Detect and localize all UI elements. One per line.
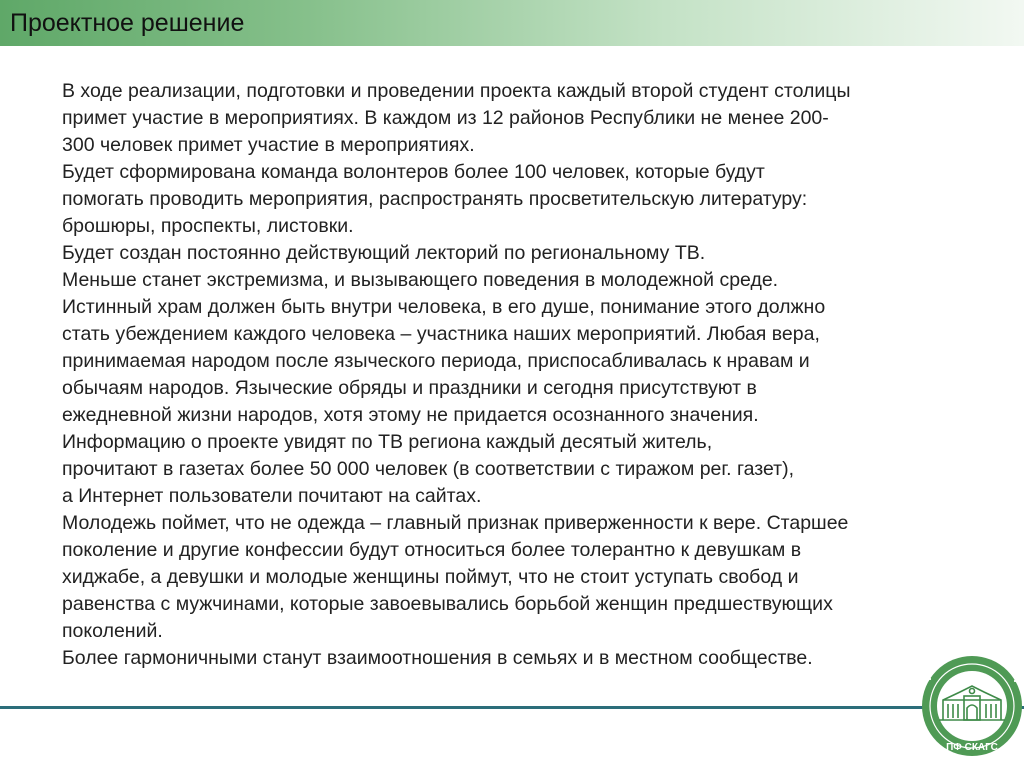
text-line: Истинный храм должен быть внутри человека, в его душе, понимание этого должно xyxy=(62,296,826,318)
text-line: Более гармоничными станут взаимоотношения в семьях и в местном сообществе. xyxy=(62,647,813,669)
logo-emblem-icon xyxy=(920,638,1024,768)
text-line: поколений. xyxy=(62,620,163,642)
paragraph xyxy=(62,294,1002,429)
academy-logo xyxy=(920,638,1024,768)
text-line: обычаям народов. Языческие обряды и праздники и сегодня присутствуют в xyxy=(62,377,757,399)
logo-label: ПФ СКАГС xyxy=(946,742,998,753)
text-line: брошюры, проспекты, листовки. xyxy=(62,215,354,237)
paragraph xyxy=(62,429,1002,510)
text-line: равенства с мужчинами, которые завоевывались борьбой женщин предшествующих xyxy=(62,593,833,615)
slide-content xyxy=(62,78,1002,672)
text-line: поколение и другие конфессии будут относиться более толерантно к девушкам в xyxy=(62,539,802,561)
paragraph xyxy=(62,78,1002,159)
text-line: Молодежь поймет, что не одежда – главный признак приверженности к вере. Старшее xyxy=(62,512,849,534)
title-bar xyxy=(0,0,1024,46)
text-line: ежедневной жизни народов, хотя этому не придается осознанного значения. xyxy=(62,404,759,426)
text-line: Информацию о проекте увидят по ТВ региона каждый десятый житель, xyxy=(62,431,713,453)
text-line: примет участие в мероприятиях. В каждом из 12 районов Республики не менее 200- xyxy=(62,107,829,129)
paragraph xyxy=(62,510,1002,645)
text-line: хиджабе, а девушки и молодые женщины поймут, что не стоит уступать свобод и xyxy=(62,566,799,588)
text-line: прочитают в газетах более 50 000 человек (в соответствии с тиражом рег. газет), xyxy=(62,458,795,480)
text-line: В ходе реализации, подготовки и проведении проекта каждый второй студент столицы xyxy=(62,80,851,102)
text-line: Будет сформирована команда волонтеров более 100 человек, которые будут xyxy=(62,161,765,183)
text-line: Меньше станет экстремизма, и вызывающего поведения в молодежной среде. xyxy=(62,269,779,291)
paragraph xyxy=(62,267,1002,294)
text-line: а Интернет пользователи почитают на сайтах. xyxy=(62,485,482,507)
text-line: принимаемая народом после языческого периода, приспосабливалась к нравам и xyxy=(62,350,810,372)
paragraph xyxy=(62,159,1002,240)
paragraph xyxy=(62,645,1002,672)
paragraph xyxy=(62,240,1002,267)
slide-title: Проектное решение xyxy=(10,9,245,37)
text-line: стать убеждением каждого человека – участника наших мероприятий. Любая вера, xyxy=(62,323,820,345)
text-line: Будет создан постоянно действующий лекторий по региональному ТВ. xyxy=(62,242,706,264)
text-line: 300 человек примет участие в мероприятиях. xyxy=(62,134,475,156)
text-line: помогать проводить мероприятия, распространять просветительскую литературу: xyxy=(62,188,808,210)
bottom-divider xyxy=(0,706,1024,709)
